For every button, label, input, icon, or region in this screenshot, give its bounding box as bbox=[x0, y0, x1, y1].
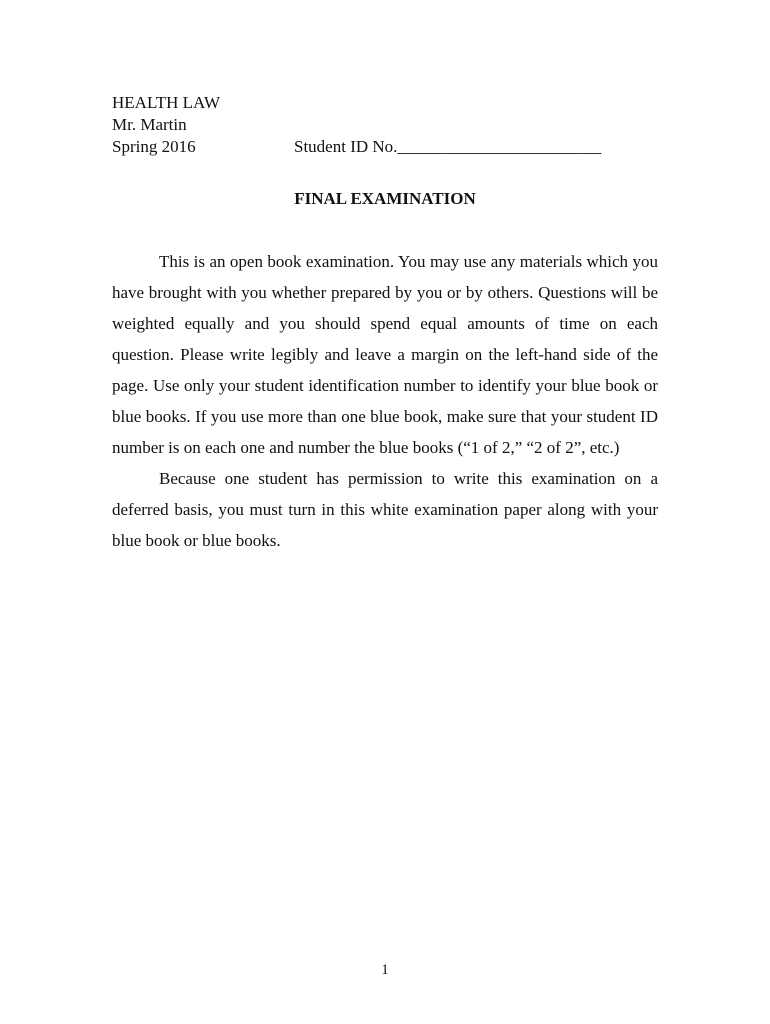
course-name: HEALTH LAW bbox=[112, 93, 221, 112]
exam-title: FINAL EXAMINATION bbox=[294, 189, 476, 208]
student-id-field: Student ID No.________________________ bbox=[294, 137, 602, 156]
exam-term: Spring 2016 bbox=[112, 137, 196, 156]
instructions-paragraph-2: Because one student has permission to write this examination on a deferred basis, you must turn in this white examination paper along with your blue book or blue books. bbox=[112, 469, 658, 550]
exam-header bbox=[112, 92, 220, 158]
instructor-name: Mr. Martin bbox=[112, 115, 187, 134]
instructions bbox=[112, 246, 658, 556]
page-number: 1 bbox=[381, 962, 389, 978]
instructions-paragraph-1: This is an open book examination. You may use any materials which you have brought with you whether prepared by you or by others. Questions will be weighted equally and you should spend equal amounts of time on each question. Please write legibly and leave a margin on the left-hand side of the page. Use only your student identification number to identify your blue book or blue books. If you use more than one blue book, make sure that your student ID number is on each one and number the blue books (“1 of 2,” “2 of 2”, etc.) bbox=[112, 252, 658, 457]
